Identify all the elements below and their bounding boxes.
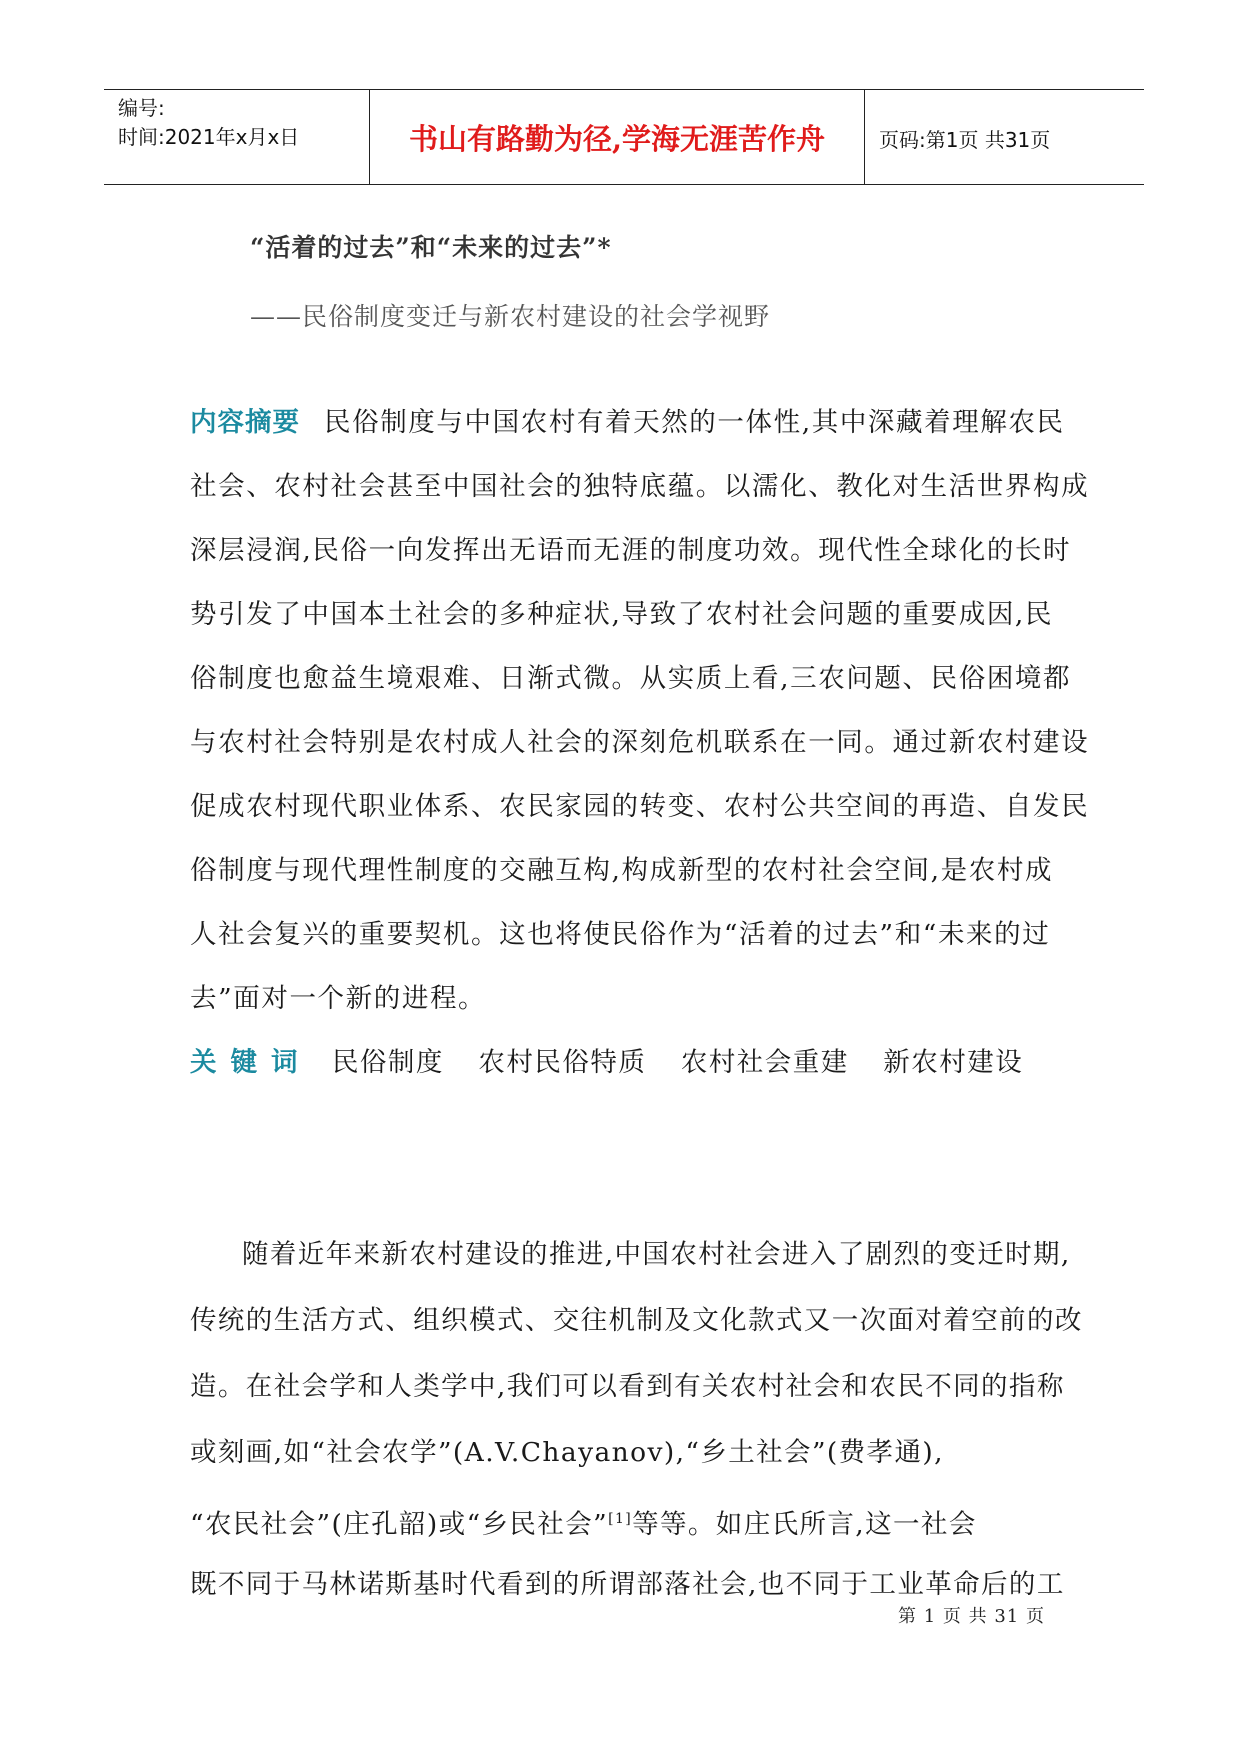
abstract-line: 人社会复兴的重要契机。这也将使民俗作为“活着的过去”和“未来的过	[190, 919, 1051, 950]
article-subtitle: ——民俗制度变迁与新农村建设的社会学视野	[250, 302, 771, 331]
keywords-line	[190, 1038, 1060, 1102]
abstract-label: 内容摘要	[190, 407, 300, 438]
keyword: 民俗制度	[331, 1047, 444, 1078]
article-title: “活着的过去”和“未来的过去”*	[250, 233, 612, 262]
header-motto: 书山有路勤为径,学海无涯苦作舟	[408, 122, 826, 156]
abstract-line: 深层浸润,民俗一向发挥出无语而无涯的制度功效。现代性全球化的长时	[190, 535, 1072, 566]
body-line-text: 等等。如庄氏所言,这一社会	[632, 1508, 977, 1540]
page-footer: 第 1 页 共 31 页	[898, 1606, 1045, 1627]
body-line: 传统的生活方式、组织模式、交往机制及文化款式又一次面对着空前的改	[190, 1305, 1083, 1336]
header-page-cell	[865, 90, 1144, 184]
document-time-label: 时间:2021年x月x日	[118, 125, 300, 149]
abstract-line: 社会、农村社会甚至中国社会的独特底蕴。以濡化、教化对生活世界构成	[190, 471, 1090, 502]
abstract-text: 民俗制度与中国农村有着天然的一体性,其中深藏着理解农民	[324, 407, 1065, 438]
document-header	[104, 89, 1144, 185]
header-motto-cell	[369, 90, 865, 184]
abstract-line: 俗制度与现代理性制度的交融互构,构成新型的农村社会空间,是农村成	[190, 855, 1054, 886]
reference-mark: [1]	[608, 1511, 633, 1527]
keyword: 新农村建设	[883, 1047, 1024, 1078]
abstract-line	[190, 398, 1065, 462]
abstract-section	[190, 398, 1090, 1102]
keywords-label: 关键词	[190, 1047, 312, 1078]
document-number-label: 编号:	[118, 96, 165, 120]
abstract-line: 俗制度也愈益生境艰难、日渐式微。从实质上看,三农问题、民俗困境都	[190, 663, 1072, 694]
keyword: 农村社会重建	[680, 1047, 849, 1078]
body-line-text: “农民社会”(庄孔韶)或“乡民社会”	[190, 1508, 609, 1540]
body-line	[190, 1494, 1060, 1560]
body-text	[190, 1230, 1083, 1626]
abstract-line: 与农村社会特别是农村成人社会的深刻危机联系在一同。通过新农村建设	[190, 727, 1090, 758]
abstract-line: 势引发了中国本土社会的多种症状,导致了农村社会问题的重要成因,民	[190, 599, 1054, 630]
header-left-cell	[104, 90, 369, 184]
body-line: 造。在社会学和人类学中,我们可以看到有关农村社会和农民不同的指称	[190, 1371, 1065, 1402]
body-line: 随着近年来新农村建设的推进,中国农村社会进入了剧烈的变迁时期,	[242, 1239, 1071, 1270]
header-page-number: 页码:第1页 共31页	[879, 128, 1051, 152]
keyword: 农村民俗特质	[478, 1047, 647, 1078]
body-line: 或刻画,如“社会农学”(A.V.Chayanov),“乡土社会”(费孝通),	[190, 1437, 944, 1468]
abstract-line: 去”面对一个新的进程。	[190, 983, 487, 1014]
abstract-line: 促成农村现代职业体系、农民家园的转变、农村公共空间的再造、自发民	[190, 791, 1090, 822]
body-line: 既不同于马林诺斯基时代看到的所谓部落社会,也不同于工业革命后的工	[190, 1569, 1065, 1600]
